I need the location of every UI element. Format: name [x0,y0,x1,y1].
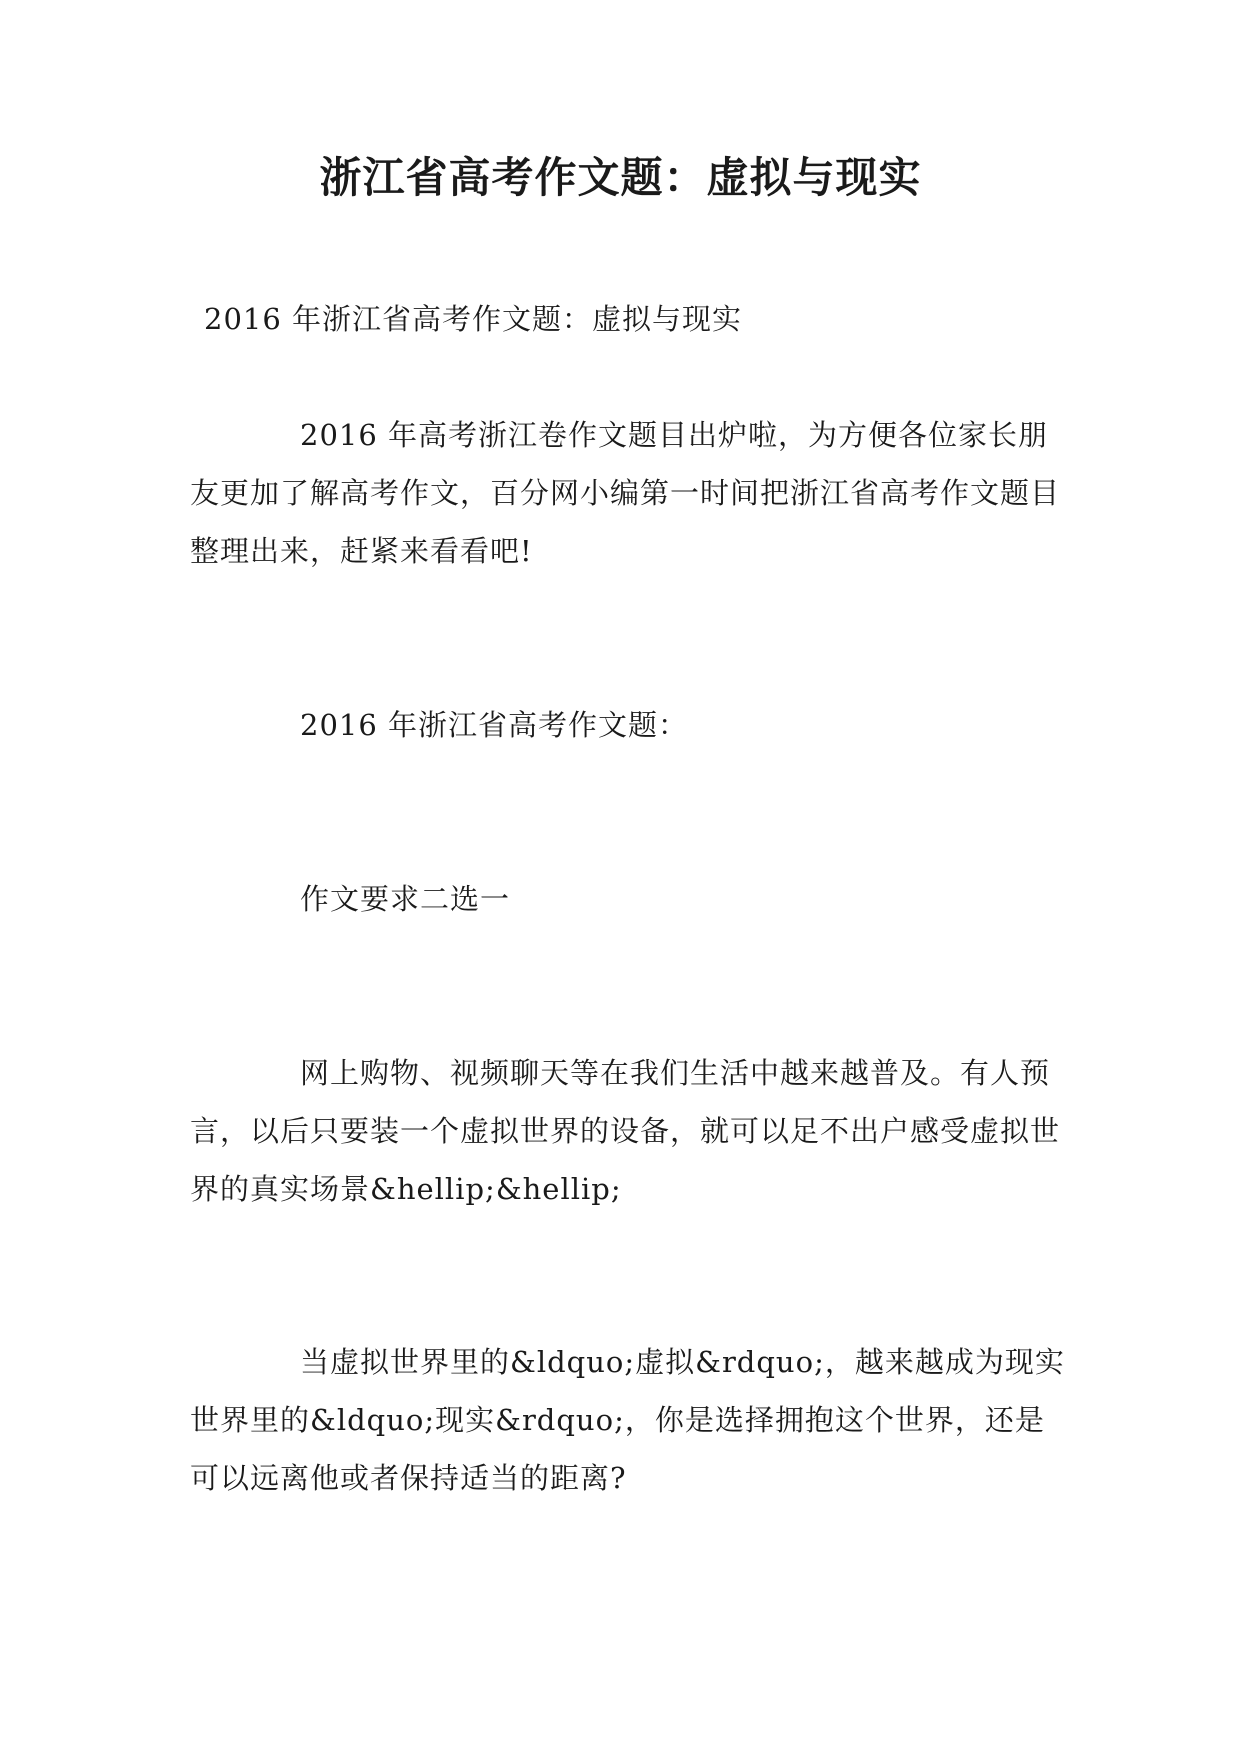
document-title: 浙江省高考作文题：虚拟与现实 [319,153,922,202]
document-subtitle: 2016 年浙江省高考作文题：虚拟与现实 [204,302,743,336]
paragraph-intro: 2016 年高考浙江卷作文题目出炉啦，为方便各位家长朋友更加了解高考作文，百分网小编第一时间把浙江省高考作文题目整理出来，赶紧来看看吧! [190,418,1061,568]
paragraph-prompt-2: 当虚拟世界里的&ldquo;虚拟&rdquo;，越来越成为现实世界里的&ldquo;现实&rdquo;，你是选择拥抱这个世界，还是可以远离他或者保持适当的距离? [190,1345,1065,1495]
paragraph-requirement: 作文要求二选一 [300,882,511,916]
paragraph-heading: 2016 年浙江省高考作文题： [300,708,689,742]
paragraph-prompt-1: 网上购物、视频聊天等在我们生活中越来越普及。有人预言，以后只要装一个虚拟世界的设备，就可以足不出户感受虚拟世界的真实场景&hellip;&hellip; [190,1056,1061,1206]
